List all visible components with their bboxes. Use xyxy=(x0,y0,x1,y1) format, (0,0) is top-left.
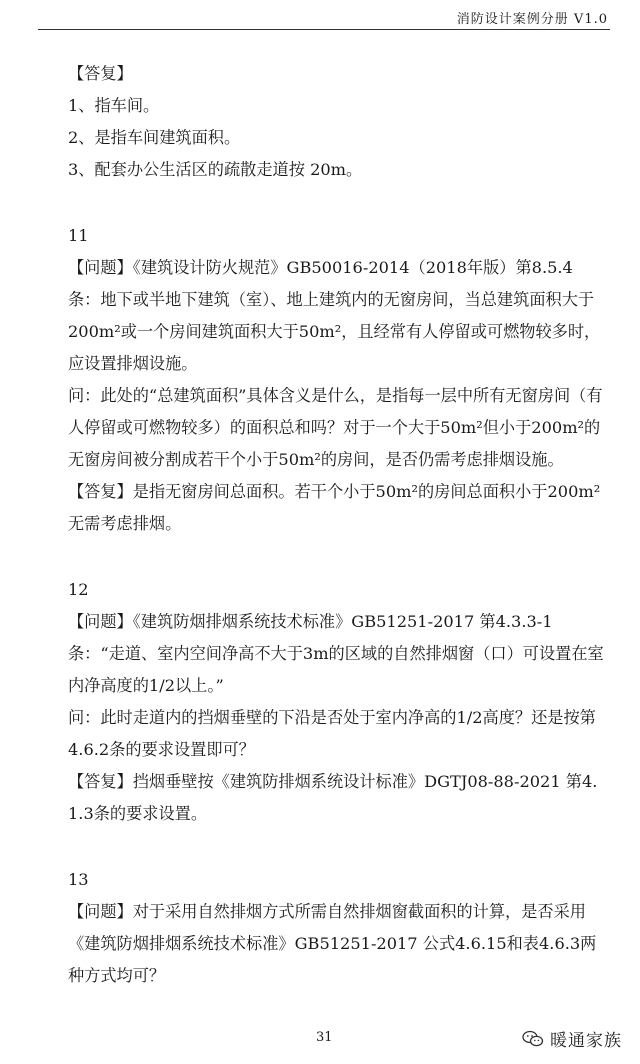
document-title: 消防设计案例分册 V1.0 xyxy=(456,12,608,27)
case-answer: 【答复】是指无窗房间总面积。若干个小于50m²的房间总面积小于200m²无需考虑排烟。 xyxy=(68,482,601,533)
case-ask: 问：此时走道内的挡烟垂壁的下沿是否处于室内净高的1/2高度？还是按第4.6.2条的要求设置即可？ xyxy=(68,708,596,759)
case-11 xyxy=(68,220,604,540)
wechat-icon xyxy=(522,1030,544,1048)
case-question: 【问题】《建筑防烟排烟系统技术标准》GB51251-2017 第4.3.3-1条：“走道、室内空间净高不大于3m的区域的自然排烟窗（口）可设置在室内净高度的1/2以上。” xyxy=(68,612,604,695)
case-number: 11 xyxy=(68,226,89,245)
page-footer xyxy=(0,1026,640,1056)
case-12 xyxy=(68,574,604,830)
answer-item: 2、是指车间建筑面积。 xyxy=(68,128,241,147)
watermark-text: 暖通家族 xyxy=(550,1031,622,1051)
case-13 xyxy=(68,864,604,992)
case-answer: 【答复】挡烟垂壁按《建筑防排烟系统设计标准》DGTJ08-88-2021 第4.1.3条的要求设置。 xyxy=(68,772,598,823)
case-number: 13 xyxy=(68,870,89,889)
case-question: 【问题】《建筑设计防火规范》GB50016-2014（2018年版）第8.5.4条：地下或半地下建筑（室）、地上建筑内的无窗房间，当总建筑面积大于200m²或一个房间建筑面积大于50m²，且经常有人停留或可燃物较多时，应设置排烟设施。 xyxy=(68,258,601,373)
answer-item: 3、配套办公生活区的疏散走道按 20m。 xyxy=(68,160,363,179)
answer-block xyxy=(68,58,604,186)
answer-item: 1、指车间。 xyxy=(68,96,160,115)
case-question: 【问题】对于采用自然排烟方式所需自然排烟窗截面积的计算，是否采用《建筑防烟排烟系统技术标准》GB51251-2017 公式4.6.15和表4.6.3两种方式均可？ xyxy=(68,902,597,985)
answer-heading: 【答复】 xyxy=(68,64,133,83)
header-divider xyxy=(38,29,610,30)
page-number: 31 xyxy=(316,1030,333,1045)
watermark xyxy=(522,1026,622,1051)
page-content xyxy=(68,58,604,992)
case-ask: 问：此处的“总建筑面积”具体含义是什么，是指每一层中所有无窗房间（有人停留或可燃物较多）的面积总和吗？对于一个大于50m²但小于200m²的无窗房间被分割成若干个小于50m²的房间，是否仍需考虑排烟设施。 xyxy=(68,386,603,469)
case-number: 12 xyxy=(68,580,89,599)
